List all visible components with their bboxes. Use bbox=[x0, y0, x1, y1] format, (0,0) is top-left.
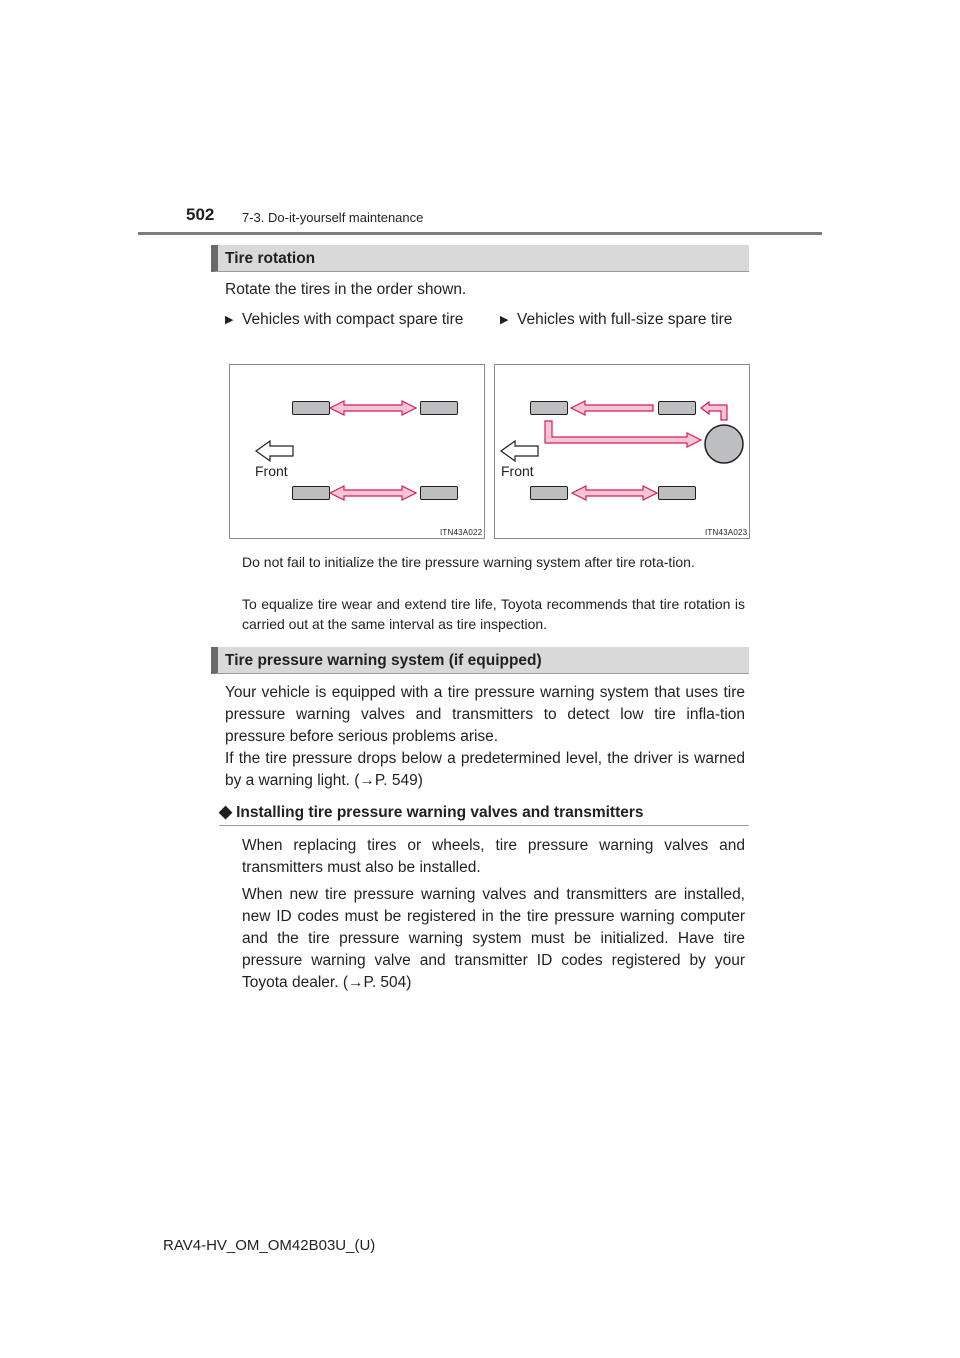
tire-front-right bbox=[420, 401, 458, 415]
subheading-label: Installing tire pressure warning valves and transmitters bbox=[236, 804, 644, 821]
section-heading-label: Tire pressure warning system (if equipped) bbox=[225, 652, 542, 669]
note-rotation-interval: To equalize tire wear and extend tire life, Toyota recommends that tire rotation is carried out at the same interval as tire inspection. bbox=[242, 596, 745, 632]
swap-arrow-icon bbox=[330, 486, 416, 500]
model-code-footer: RAV4-HV_OM_OM42B03U_(U) bbox=[163, 1237, 376, 1254]
figure-code: ITN43A023 bbox=[705, 528, 748, 537]
front-label: Front bbox=[255, 463, 288, 479]
rotate-arrow-icon bbox=[545, 421, 701, 447]
rotation-arrows bbox=[230, 365, 486, 540]
install-paragraph-2: When new tire pressure warning valves and transmitters are installed, new ID codes must be registered in the tire pressure warning computer and the tire pressure warning system must be initialized. Have tire pressure warning valve and transmitter ID codes registered by your Toyota dealer. (→P. 504) bbox=[242, 886, 745, 991]
tire-front-right bbox=[658, 401, 696, 415]
swap-arrow-icon bbox=[572, 486, 657, 500]
header-divider bbox=[138, 232, 822, 235]
triangle-bullet-icon: ▶ bbox=[500, 314, 509, 326]
tire-rear-left bbox=[292, 486, 330, 500]
bullet-label: Vehicles with full-size spare tire bbox=[517, 311, 733, 328]
tire-rear-right bbox=[658, 486, 696, 500]
swap-arrow-icon bbox=[330, 401, 416, 415]
install-paragraph-1: When replacing tires or wheels, tire pressure warning valves and transmitters must also be installed. bbox=[242, 837, 745, 876]
rotation-diagram-compact bbox=[229, 364, 485, 539]
section-title: 7-3. Do-it-yourself maintenance bbox=[242, 210, 424, 225]
section-heading-tpws bbox=[211, 647, 749, 674]
diamond-bullet-icon: ◆ bbox=[219, 802, 233, 821]
tire-front-left bbox=[530, 401, 568, 415]
front-label: Front bbox=[501, 463, 534, 479]
triangle-bullet-icon: ▶ bbox=[225, 314, 234, 326]
front-arrow-icon bbox=[501, 441, 538, 461]
subheading-divider bbox=[219, 825, 749, 826]
section-heading-tire-rotation bbox=[211, 245, 749, 272]
tpws-description: Your vehicle is equipped with a tire pressure warning system that uses tire pressure warning valves and transmitters to detect low tire infla-tion pressure before serious problems arise. bbox=[225, 684, 745, 745]
note-initialize: Do not fail to initialize the tire pressure warning system after tire rota-tion. bbox=[242, 554, 695, 570]
subheading-installing-valves bbox=[219, 802, 644, 822]
tire-front-left bbox=[292, 401, 330, 415]
section-heading-label: Tire rotation bbox=[225, 250, 316, 267]
tire-rear-right bbox=[420, 486, 458, 500]
page-number: 502 bbox=[186, 205, 215, 224]
front-arrow-icon bbox=[256, 441, 293, 461]
bullet-label: Vehicles with compact spare tire bbox=[242, 311, 464, 328]
rotation-diagram-fullsize bbox=[494, 364, 750, 539]
figure-code: ITN43A022 bbox=[440, 528, 483, 537]
rotate-arrow-icon bbox=[701, 402, 727, 420]
bullet-fullsize-spare bbox=[500, 309, 745, 331]
rotation-arrows bbox=[495, 365, 751, 540]
spare-tire-icon bbox=[705, 425, 743, 463]
rotate-arrow-icon bbox=[571, 401, 653, 415]
tire-rear-left bbox=[530, 486, 568, 500]
intro-text: Rotate the tires in the order shown. bbox=[225, 281, 467, 298]
tpws-warning-light: If the tire pressure drops below a predetermined level, the driver is warned by a warning light. (→P. 549) bbox=[225, 750, 745, 789]
